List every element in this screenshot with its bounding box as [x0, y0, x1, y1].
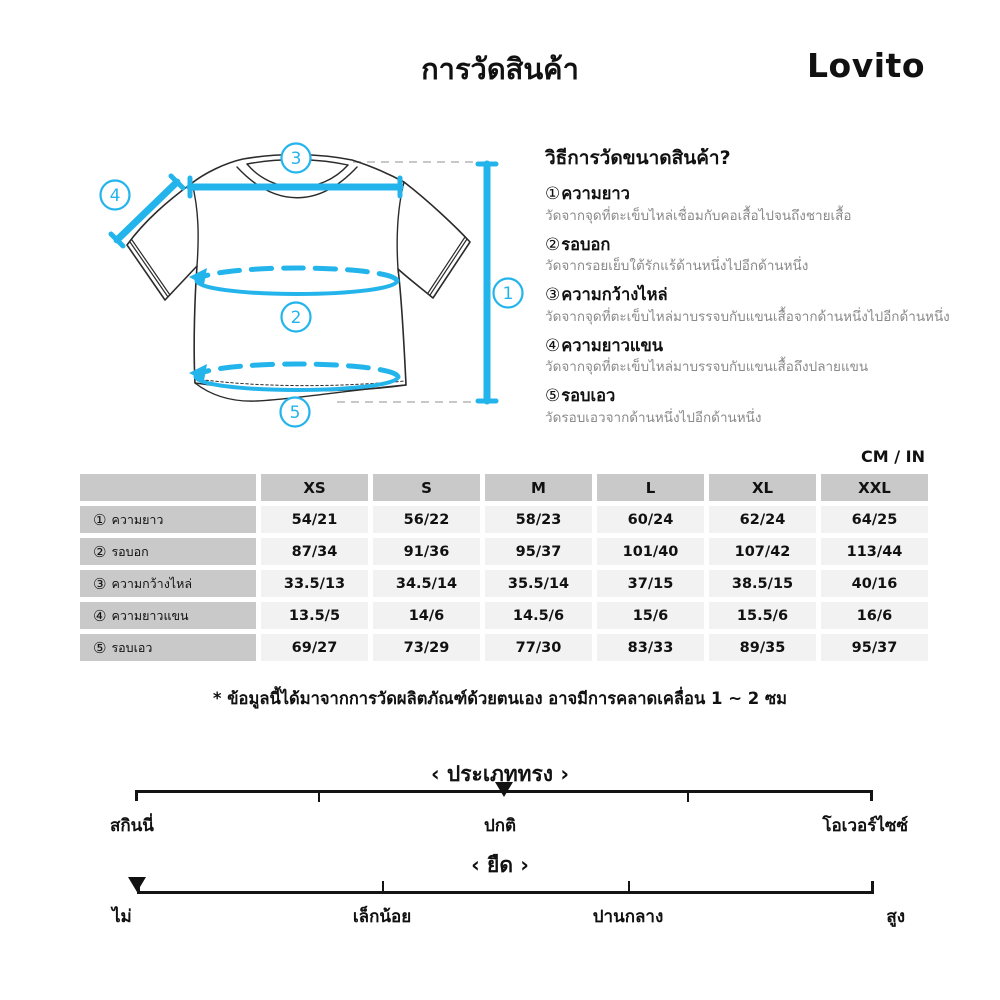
instructions-heading: วิธีการวัดขนาดสินค้า?: [545, 147, 731, 169]
stretch-label-medium: ปานกลาง: [592, 907, 664, 927]
row-header: ④ ความยาวแขน: [80, 602, 256, 629]
column-header: XS: [261, 474, 368, 501]
scale-tick: [382, 881, 384, 894]
item-title: รอบอก: [561, 234, 611, 254]
measure-badge-3: [282, 144, 311, 173]
item-description: วัดรอบเอวจากด้านหนึ่งไปอีกด้านหนึ่ง: [545, 409, 762, 426]
stretch-scale-title: ‹ ยืด ›: [471, 853, 529, 877]
instruction-item: [545, 183, 990, 227]
measure-badge-1: [494, 279, 523, 308]
fit-label-skinny: สกินนี่: [110, 816, 154, 836]
table-cell: 16/6: [821, 602, 928, 629]
svg-text:1: 1: [502, 284, 514, 304]
table-cell: 95/37: [821, 634, 928, 661]
row-header: ③ ความกว้างไหล่: [80, 570, 256, 597]
row-header: ⑤ รอบเอว: [80, 634, 256, 661]
item-number: ②: [545, 234, 561, 255]
instruction-item: [545, 234, 990, 278]
scale-endcap: [870, 790, 873, 801]
row-header: ② รอบอก: [80, 538, 256, 565]
table-cell: 38.5/15: [709, 570, 816, 597]
table-cell: 34.5/14: [373, 570, 480, 597]
lovito-logo: Lovito: [807, 46, 925, 85]
scale-endcap: [871, 881, 874, 894]
column-header: S: [373, 474, 480, 501]
column-header: XXL: [821, 474, 928, 501]
tolerance-note: * ข้อมูลนี้ได้มาจากการวัดผลิตภัณฑ์ด้วยตนเอง อาจมีการคลาดเคลื่อน 1 ~ 2 ซม: [212, 689, 788, 708]
table-cell: 62/24: [709, 506, 816, 533]
table-cell: 15.5/6: [709, 602, 816, 629]
scale-tick: [687, 790, 689, 802]
item-title: ความยาวแขน: [561, 335, 664, 355]
table-cell: 35.5/14: [485, 570, 592, 597]
item-description: วัดจากจุดที่ตะเข็บไหล่เชื่อมกับคอเสื้อไปจนถึงชายเสื้อ: [545, 207, 852, 224]
table-cell: 14/6: [373, 602, 480, 629]
table-cell: 95/37: [485, 538, 592, 565]
table-cell: 64/25: [821, 506, 928, 533]
fit-scale-track: [135, 790, 873, 804]
table-cell: 77/30: [485, 634, 592, 661]
item-description: วัดจากจุดที่ตะเข็บไหล่มาบรรจบกับแขนเสื้อจากด้านหนึ่งไปอีกด้านหนึ่ง: [545, 308, 950, 325]
stretch-scale-marker-icon: [128, 877, 146, 892]
fit-label-oversize: โอเวอร์ไซซ์: [822, 816, 908, 836]
stretch-label-slight: เล็กน้อย: [352, 907, 412, 927]
instruction-item: [545, 335, 990, 379]
unit-label: CM / IN: [861, 447, 925, 466]
table-cell: 101/40: [597, 538, 704, 565]
table-cell: 58/23: [485, 506, 592, 533]
measure-badge-4: [101, 181, 130, 210]
scale-line: [137, 891, 874, 894]
item-description: วัดจากจุดที่ตะเข็บไหล่มาบรรจบกับแขนเสื้อถึงปลายแขน: [545, 359, 869, 376]
table-cell: 54/21: [261, 506, 368, 533]
svg-text:2: 2: [290, 308, 302, 328]
instruction-item: [545, 385, 990, 429]
svg-text:5: 5: [289, 403, 301, 423]
stretch-label-none: ไม่: [112, 907, 132, 927]
table-cell: 56/22: [373, 506, 480, 533]
scale-tick: [318, 790, 320, 802]
table-cell: 15/6: [597, 602, 704, 629]
fit-scale-marker-icon: [495, 782, 513, 797]
table-corner-cell: [80, 474, 256, 501]
table-cell: 60/24: [597, 506, 704, 533]
column-header: XL: [709, 474, 816, 501]
scale-tick: [628, 881, 630, 894]
table-cell: 83/33: [597, 634, 704, 661]
item-title: ความกว้างไหล่: [561, 285, 668, 304]
row-header: ① ความยาว: [80, 506, 256, 533]
table-cell: 89/35: [709, 634, 816, 661]
column-header: L: [597, 474, 704, 501]
svg-text:3: 3: [290, 149, 302, 169]
page-title: การวัดสินค้า: [421, 52, 579, 86]
table-cell: 40/16: [821, 570, 928, 597]
measure-badge-5: [281, 398, 310, 427]
table-cell: 69/27: [261, 634, 368, 661]
size-table: [80, 474, 928, 661]
measurement-instructions: [545, 143, 990, 429]
instruction-item: [545, 284, 990, 328]
item-description: วัดจากรอยเย็บใต้รักแร้ด้านหนึ่งไปอีกด้านหนึ่ง: [545, 258, 809, 275]
scale-endcap: [135, 790, 138, 801]
item-title: ความยาว: [561, 184, 630, 203]
table-cell: 13.5/5: [261, 602, 368, 629]
fit-label-regular: ปกติ: [483, 816, 517, 836]
stretch-label-high: สูง: [886, 907, 905, 927]
fit-scale-title: ‹ ประเภททรง ›: [430, 762, 570, 786]
column-header: M: [485, 474, 592, 501]
table-cell: 33.5/13: [261, 570, 368, 597]
item-number: ①: [545, 184, 561, 204]
measure-badge-2: [282, 303, 311, 332]
table-cell: 91/36: [373, 538, 480, 565]
table-cell: 37/15: [597, 570, 704, 597]
table-cell: 14.5/6: [485, 602, 592, 629]
tshirt-measurement-diagram: [85, 138, 545, 438]
item-number: ④: [545, 335, 561, 356]
stretch-scale-track: [137, 881, 874, 894]
table-cell: 73/29: [373, 634, 480, 661]
table-cell: 113/44: [821, 538, 928, 565]
table-cell: 87/34: [261, 538, 368, 565]
svg-text:4: 4: [109, 186, 121, 206]
item-number: ⑤: [545, 386, 561, 406]
item-title: รอบเอว: [561, 386, 616, 405]
table-cell: 107/42: [709, 538, 816, 565]
item-number: ③: [545, 285, 561, 305]
